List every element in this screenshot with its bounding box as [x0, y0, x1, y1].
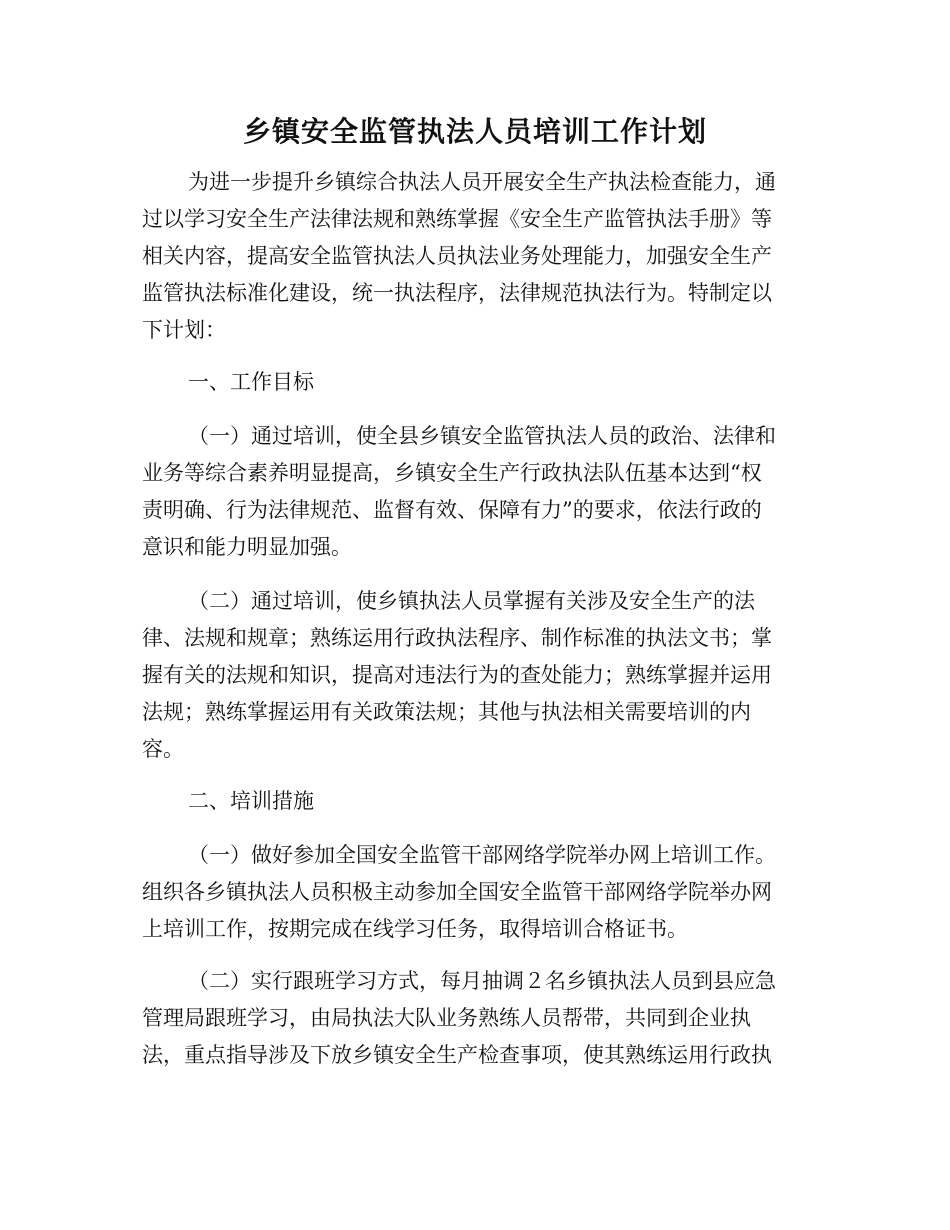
text-line: 握有关的法规和知识，提高对违法行为的查处能力；熟练掌握并运用	[142, 663, 772, 687]
text-line: 意识和能力明显加强。	[142, 535, 352, 559]
text-line: 上培训工作，按期完成在线学习任务，取得培训合格证书。	[142, 917, 688, 941]
text-line: 组织各乡镇执法人员积极主动参加全国安全监管干部网络学院举办网	[142, 880, 772, 904]
document-title: 乡镇安全监管执法人员培训工作计划	[242, 115, 707, 148]
text-line: 为进一步提升乡镇综合执法人员开展安全生产执法检查能力，通	[188, 170, 776, 194]
section-heading: 二、培训措施	[188, 789, 314, 813]
text-line: 过以学习安全生产法律法规和熟练掌握《安全生产监管执法手册》等	[142, 207, 772, 231]
text-line: （二）实行跟班学习方式，每月抽调２名乡镇执法人员到县应急	[188, 969, 776, 993]
text-line: 容。	[142, 737, 184, 761]
text-line: （二）通过培训，使乡镇执法人员掌握有关涉及安全生产的法	[188, 589, 755, 613]
section-heading: 一、工作目标	[188, 370, 314, 394]
text-line: 管理局跟班学习，由局执法大队业务熟练人员帮带，共同到企业执	[142, 1006, 751, 1030]
text-line: 律、法规和规章；熟练运用行政执法程序、制作标准的执法文书；掌	[142, 626, 772, 650]
text-line: 业务等综合素养明显提高，乡镇安全生产行政执法队伍基本达到“权	[142, 461, 762, 485]
text-line: 责明确、行为法律规范、监督有效、保障有力”的要求，依法行政的	[142, 498, 762, 522]
text-line: （一）做好参加全国安全监管干部网络学院举办网上培训工作。	[188, 843, 776, 867]
text-line: （一）通过培训，使全县乡镇安全监管执法人员的政治、法律和	[188, 424, 776, 448]
text-line: 下计划：	[142, 318, 226, 342]
text-line: 相关内容，提高安全监管执法人员执法业务处理能力，加强安全生产	[142, 244, 772, 268]
text-line: 法，重点指导涉及下放乡镇安全生产检查事项，使其熟练运用行政执	[142, 1043, 772, 1067]
text-line: 监管执法标准化建设，统一执法程序，法律规范执法行为。特制定以	[142, 281, 772, 305]
text-line: 法规；熟练掌握运用有关政策法规；其他与执法相关需要培训的内	[142, 700, 751, 724]
